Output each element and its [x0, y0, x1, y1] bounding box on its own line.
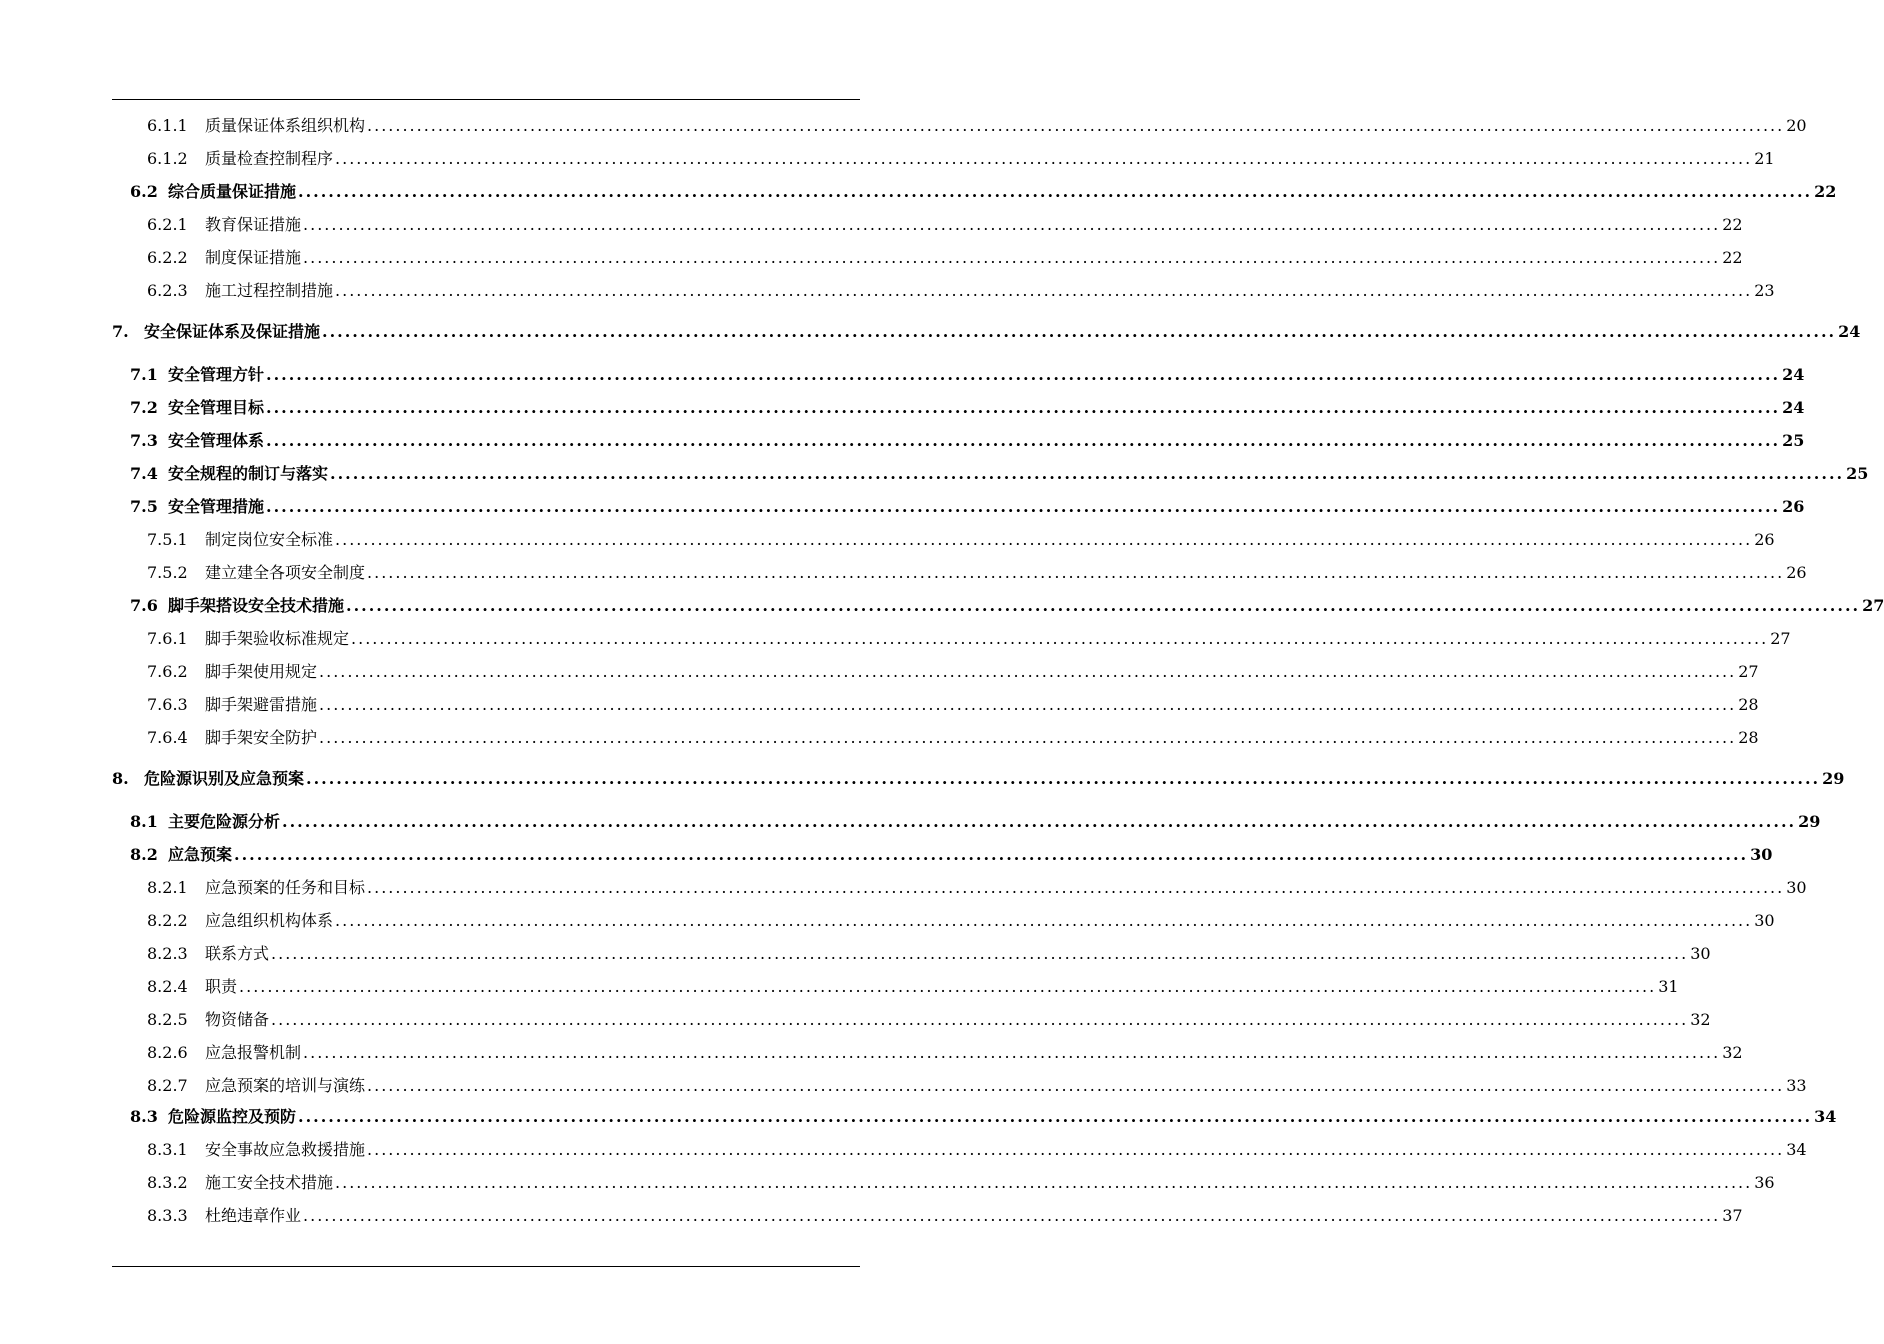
toc-entry-title: 杜绝违章作业	[205, 1206, 302, 1225]
toc-dot-leader: ........................................................................................................................................................................................................	[351, 629, 1769, 648]
toc-entry-title: 施工过程控制措施	[205, 281, 334, 300]
toc-dot-leader: ........................................................................................................................................................................................................	[271, 944, 1689, 963]
toc-entry-title: 危险源识别及应急预案	[144, 769, 305, 788]
toc-entry[interactable]	[147, 1039, 1743, 1063]
toc-entry-number: 8.3.1	[147, 1140, 188, 1159]
toc-dot-leader: ........................................................................................................................................................................................................	[346, 596, 1861, 615]
toc-entry-title: 安全管理体系	[168, 431, 265, 450]
toc-dot-leader: ........................................................................................................................................................................................................	[367, 1076, 1785, 1095]
toc-dot-leader: ........................................................................................................................................................................................................	[319, 728, 1737, 747]
toc-entry-title: 应急组织机构体系	[205, 911, 334, 930]
toc-dot-leader: ........................................................................................................................................................................................................	[367, 116, 1785, 135]
toc-entry-title: 安全事故应急救援措施	[205, 1140, 366, 1159]
toc-entry-title: 综合质量保证措施	[168, 182, 297, 201]
toc-entry[interactable]	[147, 1202, 1743, 1226]
toc-entry-number: 8.3	[130, 1107, 158, 1126]
toc-dot-leader: ........................................................................................................................................................................................................	[282, 812, 1797, 831]
toc-entry-title: 制度保证措施	[205, 248, 302, 267]
toc-entry-number: 8.2.1	[147, 878, 188, 897]
toc-entry-page: 24	[1838, 322, 1861, 341]
toc-dot-leader: ........................................................................................................................................................................................................	[367, 878, 1785, 897]
toc-entry-number: 7.5.1	[147, 530, 188, 549]
toc-entry[interactable]	[147, 1136, 1807, 1160]
toc-entry-title: 联系方式	[205, 944, 270, 963]
toc-entry[interactable]	[147, 973, 1679, 997]
toc-entry-title: 安全管理措施	[168, 497, 265, 516]
toc-entry-title: 安全保证体系及保证措施	[144, 322, 321, 341]
toc-entry-page: 29	[1798, 812, 1821, 831]
toc-entry-page: 34	[1814, 1107, 1837, 1126]
toc-entry-number: 6.1.2	[147, 149, 188, 168]
toc-dot-leader: ........................................................................................................................................................................................................	[335, 911, 1753, 930]
toc-dot-leader: ........................................................................................................................................................................................................	[335, 1173, 1753, 1192]
toc-entry[interactable]	[147, 559, 1807, 583]
toc-dot-leader: ........................................................................................................................................................................................................	[306, 769, 1821, 788]
toc-entry-title: 危险源监控及预防	[168, 1107, 297, 1126]
toc-dot-leader: ........................................................................................................................................................................................................	[303, 215, 1721, 234]
toc-dot-leader: ........................................................................................................................................................................................................	[298, 182, 1813, 201]
toc-entry[interactable]	[130, 841, 1773, 865]
toc-entry-number: 8.2.7	[147, 1076, 188, 1095]
toc-entry-page: 27	[1738, 662, 1759, 681]
toc-dot-leader: ........................................................................................................................................................................................................	[303, 1206, 1721, 1225]
toc-entry-page: 22	[1814, 182, 1837, 201]
toc-entry-page: 28	[1738, 728, 1759, 747]
toc-entry-number: 6.2.3	[147, 281, 188, 300]
toc-entry-title: 质量检查控制程序	[205, 149, 334, 168]
toc-entry-title: 物资储备	[205, 1010, 270, 1029]
toc-entry[interactable]	[130, 427, 1805, 451]
toc-dot-leader: ........................................................................................................................................................................................................	[266, 398, 1781, 417]
toc-entry-page: 25	[1846, 464, 1869, 483]
toc-entry-title: 脚手架验收标准规定	[205, 629, 350, 648]
toc-entry-title: 应急预案的任务和目标	[205, 878, 366, 897]
toc-dot-leader: ........................................................................................................................................................................................................	[330, 464, 1845, 483]
toc-dot-leader: ........................................................................................................................................................................................................	[319, 695, 1737, 714]
toc-entry-title: 主要危险源分析	[168, 812, 281, 831]
toc-entry-page: 29	[1822, 769, 1845, 788]
toc-entry[interactable]	[130, 493, 1805, 517]
toc-entry-page: 21	[1754, 149, 1775, 168]
toc-entry-number: 7.	[112, 322, 129, 341]
toc-entry[interactable]	[147, 244, 1743, 268]
toc-entry-title: 建立建全各项安全制度	[205, 563, 366, 582]
toc-dot-leader: ........................................................................................................................................................................................................	[266, 497, 1781, 516]
toc-entry-page: 20	[1786, 116, 1807, 135]
toc-entry-number: 6.1.1	[147, 116, 188, 135]
toc-entry-number: 7.6	[130, 596, 158, 615]
toc-entry[interactable]	[147, 625, 1791, 649]
toc-entry[interactable]	[130, 178, 1837, 202]
toc-entry-number: 7.5.2	[147, 563, 188, 582]
toc-dot-leader: ........................................................................................................................................................................................................	[367, 1140, 1785, 1159]
toc-entry-number: 7.1	[130, 365, 158, 384]
toc-entry-page: 27	[1770, 629, 1791, 648]
toc-entry[interactable]	[147, 724, 1759, 748]
toc-entry-page: 24	[1782, 398, 1805, 417]
toc-entry-number: 8.	[112, 769, 129, 788]
toc-dot-leader: ........................................................................................................................................................................................................	[322, 322, 1837, 341]
toc-entry-page: 24	[1782, 365, 1805, 384]
toc-entry-number: 8.2.4	[147, 977, 188, 996]
toc-entry[interactable]	[130, 460, 1869, 484]
toc-entry-page: 26	[1754, 530, 1775, 549]
toc-entry-number: 8.2.3	[147, 944, 188, 963]
toc-entry[interactable]	[130, 361, 1805, 385]
toc-entry[interactable]	[147, 145, 1775, 169]
toc-dot-leader: ........................................................................................................................................................................................................	[335, 281, 1753, 300]
toc-entry-page: 30	[1754, 911, 1775, 930]
toc-entry-title: 应急预案	[168, 845, 233, 864]
toc-entry[interactable]	[147, 691, 1759, 715]
toc-entry-title: 脚手架搭设安全技术措施	[168, 596, 345, 615]
toc-entry-number: 8.2.2	[147, 911, 188, 930]
toc-dot-leader: ........................................................................................................................................................................................................	[303, 1043, 1721, 1062]
toc-entry-page: 32	[1722, 1043, 1743, 1062]
toc-entry-number: 8.1	[130, 812, 158, 831]
toc-entry-number: 7.4	[130, 464, 158, 483]
toc-entry-page: 33	[1786, 1076, 1807, 1095]
toc-entry-page: 22	[1722, 248, 1743, 267]
toc-entry-page: 22	[1722, 215, 1743, 234]
toc-entry-title: 施工安全技术措施	[205, 1173, 334, 1192]
toc-entry-number: 7.6.1	[147, 629, 188, 648]
toc-entry-title: 安全管理方针	[168, 365, 265, 384]
toc-dot-leader: ........................................................................................................................................................................................................	[234, 845, 1749, 864]
toc-entry[interactable]	[147, 658, 1759, 682]
toc-entry[interactable]	[147, 907, 1775, 931]
toc-entry-page: 23	[1754, 281, 1775, 300]
toc-entry-number: 7.6.3	[147, 695, 188, 714]
toc-entry-number: 8.2.6	[147, 1043, 188, 1062]
toc-entry[interactable]	[147, 1072, 1807, 1096]
toc-entry-title: 应急报警机制	[205, 1043, 302, 1062]
toc-entry[interactable]	[112, 765, 1845, 789]
toc-entry[interactable]	[147, 940, 1711, 964]
toc-dot-leader: ........................................................................................................................................................................................................	[319, 662, 1737, 681]
toc-entry-page: 30	[1690, 944, 1711, 963]
toc-entry-number: 7.3	[130, 431, 158, 450]
toc-entry[interactable]	[130, 394, 1805, 418]
toc-dot-leader: ........................................................................................................................................................................................................	[266, 431, 1781, 450]
toc-entry-title: 脚手架使用规定	[205, 662, 318, 681]
toc-entry-title: 质量保证体系组织机构	[205, 116, 366, 135]
toc-entry-title: 制定岗位安全标准	[205, 530, 334, 549]
toc-entry-number: 7.6.2	[147, 662, 188, 681]
toc-entry-page: 27	[1862, 596, 1884, 615]
toc-entry-page: 31	[1658, 977, 1679, 996]
toc-entry[interactable]	[147, 1006, 1711, 1030]
toc-entry-number: 6.2.1	[147, 215, 188, 234]
toc-entry-page: 34	[1786, 1140, 1807, 1159]
toc-entry[interactable]	[147, 1169, 1775, 1193]
toc-entry-number: 8.3.3	[147, 1206, 188, 1225]
toc-entry-page: 30	[1750, 845, 1773, 864]
toc-entry-number: 8.3.2	[147, 1173, 188, 1192]
toc-entry[interactable]	[147, 112, 1807, 136]
toc-dot-leader: ........................................................................................................................................................................................................	[303, 248, 1721, 267]
toc-entry[interactable]	[130, 808, 1821, 832]
toc-entry-number: 6.2	[130, 182, 158, 201]
toc-entry[interactable]	[130, 592, 1884, 616]
toc-entry-page: 32	[1690, 1010, 1711, 1029]
toc-dot-leader: ........................................................................................................................................................................................................	[298, 1107, 1813, 1126]
toc-dot-leader: ........................................................................................................................................................................................................	[271, 1010, 1689, 1029]
toc-entry-title: 应急预案的培训与演练	[205, 1076, 366, 1095]
toc-entry-page: 28	[1738, 695, 1759, 714]
toc-entry-page: 26	[1782, 497, 1805, 516]
footer-rule	[112, 1266, 860, 1267]
toc-dot-leader: ........................................................................................................................................................................................................	[239, 977, 1657, 996]
toc-entry-number: 7.5	[130, 497, 158, 516]
toc-entry-title: 教育保证措施	[205, 215, 302, 234]
toc-entry[interactable]	[112, 318, 1861, 342]
toc-dot-leader: ........................................................................................................................................................................................................	[367, 563, 1785, 582]
toc-entry[interactable]	[147, 874, 1807, 898]
toc-entry-title: 脚手架安全防护	[205, 728, 318, 747]
toc-entry[interactable]	[147, 211, 1743, 235]
toc-entry-page: 36	[1754, 1173, 1775, 1192]
toc-entry[interactable]	[130, 1103, 1837, 1127]
toc-entry-page: 26	[1786, 563, 1807, 582]
toc-entry-title: 职责	[205, 977, 238, 996]
toc-entry-page: 37	[1722, 1206, 1743, 1225]
toc-entry-page: 30	[1786, 878, 1807, 897]
toc-entry-title: 脚手架避雷措施	[205, 695, 318, 714]
toc-dot-leader: ........................................................................................................................................................................................................	[335, 149, 1753, 168]
toc-dot-leader: ........................................................................................................................................................................................................	[335, 530, 1753, 549]
toc-entry[interactable]	[147, 277, 1775, 301]
toc-entry-title: 安全规程的制订与落实	[168, 464, 329, 483]
toc-entry-number: 8.2	[130, 845, 158, 864]
toc-entry-number: 7.2	[130, 398, 158, 417]
toc-entry-number: 7.6.4	[147, 728, 188, 747]
toc-entry-title: 安全管理目标	[168, 398, 265, 417]
toc-entry-number: 6.2.2	[147, 248, 188, 267]
toc-entry-number: 8.2.5	[147, 1010, 188, 1029]
toc-entry[interactable]	[147, 526, 1775, 550]
toc-entry-page: 25	[1782, 431, 1805, 450]
toc-dot-leader: ........................................................................................................................................................................................................	[266, 365, 1781, 384]
